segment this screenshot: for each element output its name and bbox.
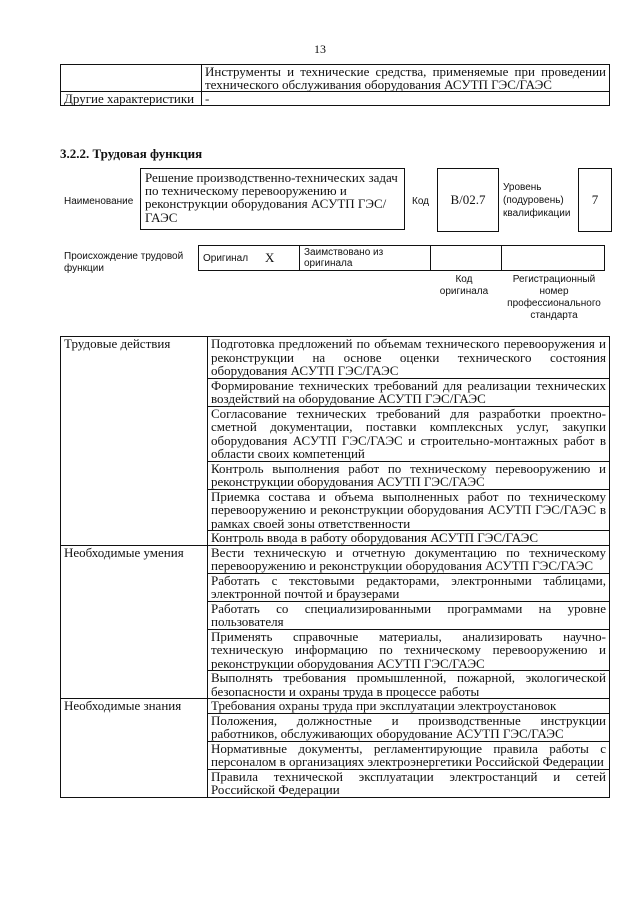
list-item: Работать со специализированными программами на уровне пользователя [208,601,610,629]
section-title: 3.2.2. Трудовая функция [60,146,203,161]
list-item: Контроль выполнения работ по техническому перевооружению и реконструкции оборудования АСУТП ГЭС/ГАЭС [208,461,610,489]
page-number: 13 [314,42,326,56]
table-row [61,337,610,379]
row-label-required-knowledge: Необходимые знания [61,699,208,798]
level-label-line: (подуровень) [503,195,564,206]
function-details-table [60,336,610,798]
list-item: Нормативные документы, регламентирующие правила работы с персоналом в организациях электроэнергетики Российской Федерации [208,741,610,769]
original-code-caption: Код оригинала [439,274,489,297]
original-mark: X [261,246,300,271]
table-row [199,246,605,271]
row-label-labor-actions: Трудовые действия [61,337,208,546]
level-label-line: Уровень [503,182,542,193]
list-item: Согласование технических требований для разработки проектно-сметной документации, поставки комплексных услуг, закупки оборудования АСУТП ГЭС/ГАЭС и строительно-монтажных работ в области своих компетенций [208,406,610,461]
table-row [61,65,610,92]
origin-label: Происхождение трудовой функции [64,251,184,274]
name-label: Наименование [64,196,134,207]
code-value: B/02.7 [450,192,486,207]
table-row [61,699,610,714]
row-label-required-skills: Необходимые умения [61,545,208,699]
level-label-line: квалификации [503,208,571,219]
row-label-other-characteristics: Другие характеристики [61,92,202,106]
table-cell-empty [61,65,202,92]
list-item: Вести техническую и отчетную документацию по техническому перевооружению и реконструкции оборудования АСУТП ГЭС/ГАЭС [208,545,610,573]
list-item: Подготовка предложений по объемам технического перевооружения и реконструкции на основе оценки технического состояния оборудования АСУТП ГЭС/ГАЭС [208,337,610,379]
original-label: Оригинал [199,246,262,271]
registration-number-cell [502,246,605,271]
table-row [61,92,610,106]
borrowed-label: Заимствовано из оригинала [300,246,431,271]
qualification-level-label [503,181,570,220]
table-row [61,545,610,573]
code-box [437,168,499,232]
code-label: Код [412,196,430,207]
list-item: Работать с текстовыми редакторами, электронными таблицами, электронной почтой и браузерами [208,573,610,601]
table-cell-text: Инструменты и технические средства, применяемые при проведении технического обслуживания оборудования АСУТП ГЭС/ГАЭС [202,65,610,92]
original-code-cell [431,246,502,271]
table-cell-text: - [202,92,610,106]
registration-number-caption: Регистрационный номер профессионального стандарта [507,274,601,321]
list-item: Требования охраны труда при эксплуатации электроустановок [208,699,610,714]
list-item: Формирование технических требований для реализации технических воздействий на оборудование АСУТП ГЭС/ГАЭС [208,378,610,406]
function-name-box [140,168,405,230]
level-value: 7 [591,192,599,207]
list-item: Контроль ввода в работу оборудования АСУТП ГЭС/ГАЭС [208,531,610,546]
function-name: Решение производственно-технических задач по техническому перевооружению и реконструкции оборудования АСУТП ГЭС/ГАЭС [145,170,398,225]
list-item: Приемка состава и объема выполненных работ по техническому перевооружению и реконструкции оборудования АСУТП ГЭС/ГАЭС в рамках своей зоны ответственности [208,489,610,531]
list-item: Применять справочные материалы, анализировать научно-техническую информацию по техническому перевооружению и реконструкции оборудования АСУТП ГЭС/ГАЭС [208,629,610,671]
list-item: Выполнять требования промышленной, пожарной, экологической безопасности и охраны труда в процессе работы [208,671,610,699]
previous-table-continuation [60,64,610,106]
origin-table [198,245,605,271]
list-item: Правила технической эксплуатации электростанций и сетей Российской Федерации [208,769,610,797]
list-item: Положения, должностные и производственные инструкции работников, обслуживающих оборудование АСУТП ГЭС/ГАЭС [208,713,610,741]
level-box [578,168,612,232]
